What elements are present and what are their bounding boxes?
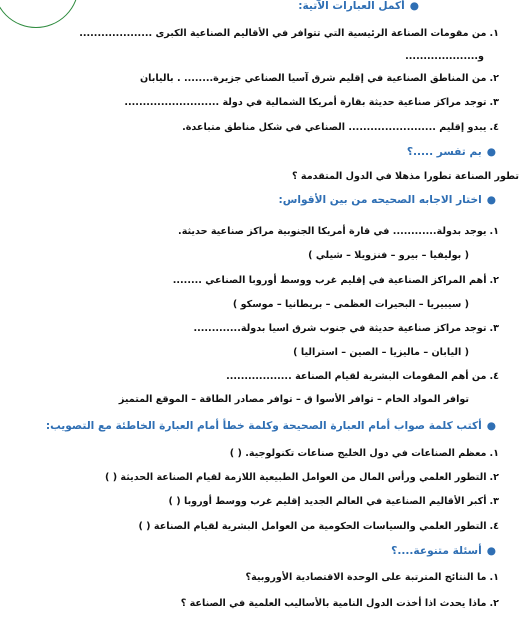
heading-complete: ●أكمل العبارات الآتية: bbox=[298, 0, 419, 12]
choose-item-3-options: ( اليابان – ماليزيا – الصين – استراليا ) bbox=[293, 347, 469, 358]
heading-choose: ●اختار الاجابه الصحيحه من بين الأقواس: bbox=[278, 194, 496, 206]
heading-various: ●أسئلة متنوعة....؟ bbox=[391, 545, 496, 557]
complete-item-1: ١.من مقومات الصناعة الرئيسية التي تتوافر في الأقاليم الصناعية الكبرى .................... bbox=[79, 28, 499, 39]
heading-true-false: ●أكتب كلمة صواب أمام العبارة الصحيحة وكلمة خطأ أمام العبارة الخاطئة مع التصويب: bbox=[45, 420, 496, 432]
choose-item-3: ٣.توجد مراكز صناعية حديثة في جنوب شرق اسيا بدولة............. bbox=[193, 323, 499, 334]
true-false-item-3: ٣.أكبر الأقاليم الصناعية في العالم الجديد إقليم غرب ووسط أوروبا ( ) bbox=[168, 496, 499, 507]
choose-item-4-options: توافر المواد الخام – توافر الأسوا ق – توافر مصادر الطاقة – الموقع المتميز bbox=[118, 394, 469, 405]
heading-explain: ●بم تفسر .....؟ bbox=[406, 146, 496, 158]
true-false-item-4: ٤.التطور العلمي والسياسات الحكومية من العوامل البشرية لقيام الصناعة ( ) bbox=[138, 521, 499, 532]
choose-item-2: ٢.أهم المراكز الصناعية في إقليم غرب ووسط أوروبا الصناعي ........ bbox=[172, 275, 499, 286]
corner-circle-decoration bbox=[0, 0, 79, 28]
explain-item-1: تطور الصناعة تطورا مذهلا في الدول المتقدمة ؟ bbox=[291, 171, 519, 182]
choose-item-1-options: ( بوليفيا – بيرو – فنزويلا – شيلي ) bbox=[308, 250, 469, 261]
true-false-item-1: ١.معظم الصناعات في دول الخليج صناعات تكنولوجية. ( ) bbox=[229, 448, 499, 459]
various-item-1: ١.ما النتائج المترتبة على الوحدة الاقتصادية الأوروبية؟ bbox=[245, 572, 499, 583]
choose-item-4: ٤.من أهم المقومات البشرية لقيام الصناعة .................. bbox=[226, 371, 499, 382]
complete-item-4: ٤.يبدو إقليم ........................ الصناعي في شكل مناطق متباعدة. bbox=[182, 122, 499, 133]
true-false-item-2: ٢.التطور العلمي ورأس المال من العوامل الطبيعية اللازمة لقيام الصناعة الحديثة ( ) bbox=[104, 472, 499, 483]
complete-item-3: ٣.توجد مراكز صناعية حديثة بقارة أمريكا الشمالية في دولة .......................... bbox=[124, 97, 499, 108]
complete-item-1-cont: و.................... bbox=[405, 51, 484, 62]
choose-item-2-options: ( سيبيريا – البحيرات العظمى – بريطانيا – موسكو ) bbox=[232, 299, 469, 310]
complete-item-2: ٢.من المناطق الصناعية في إقليم شرق آسيا الصناعي جزيرة........ . باليابان bbox=[139, 73, 499, 84]
choose-item-1: ١.يوجد بدولة............ في قارة أمريكا الجنوبية مراكز صناعية حديثة. bbox=[178, 226, 499, 237]
various-item-2: ٢.ماذا يحدث اذا أخذت الدول النامية بالأساليب العلمية في الصناعة ؟ bbox=[180, 598, 499, 609]
